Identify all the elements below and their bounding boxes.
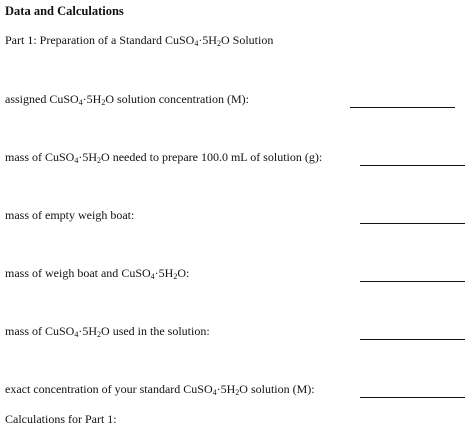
formula: $CuSO_4\cdot 5H_2O$ xyxy=(121,266,186,281)
answer-blank[interactable] xyxy=(360,339,465,340)
formula: $CuSO_4\cdot 5H_2O$ xyxy=(45,324,110,339)
data-row-boat-and-salt xyxy=(5,266,465,284)
row-label: mass of weigh boat and $CuSO_4\cdot 5H_2O$: xyxy=(5,266,190,281)
data-row-assigned-concentration xyxy=(5,92,465,110)
row-label: exact concentration of your standard $CuSO_4\cdot 5H_2O$ solution (M): xyxy=(5,382,315,397)
answer-blank[interactable] xyxy=(350,107,455,108)
row-label: assigned $CuSO_4\cdot 5H_2O$ solution concentration (M): xyxy=(5,92,249,107)
data-row-mass-used xyxy=(5,324,465,342)
data-row-exact-concentration xyxy=(5,382,465,400)
formula: $CuSO_4\cdot 5H_2O$ xyxy=(49,92,115,107)
answer-blank[interactable] xyxy=(360,281,465,282)
row-label: mass of empty weigh boat: xyxy=(5,208,135,222)
formula: $CuSO_4\cdot 5H_2O$ xyxy=(183,382,248,397)
row-label: mass of $CuSO_4\cdot 5H_2O$ needed to prepare 100.0 mL of solution (g): xyxy=(5,150,323,165)
part1-title: Part 1: Preparation of a Standard $CuSO_4\cdot 5H_2O$ Solution xyxy=(5,33,274,48)
data-row-empty-boat xyxy=(5,208,465,226)
answer-blank[interactable] xyxy=(360,223,465,224)
formula: $CuSO_4\cdot 5H_2O$ xyxy=(45,150,110,165)
answer-blank[interactable] xyxy=(360,397,465,398)
data-row-mass-needed xyxy=(5,150,465,168)
section-heading: Data and Calculations xyxy=(5,4,124,18)
answer-blank[interactable] xyxy=(360,165,465,166)
row-label: mass of $CuSO_4\cdot 5H_2O$ used in the solution: xyxy=(5,324,210,339)
formula: $CuSO_4\cdot 5H_2O$ xyxy=(164,33,230,48)
calculations-label: Calculations for Part 1: xyxy=(5,412,117,426)
